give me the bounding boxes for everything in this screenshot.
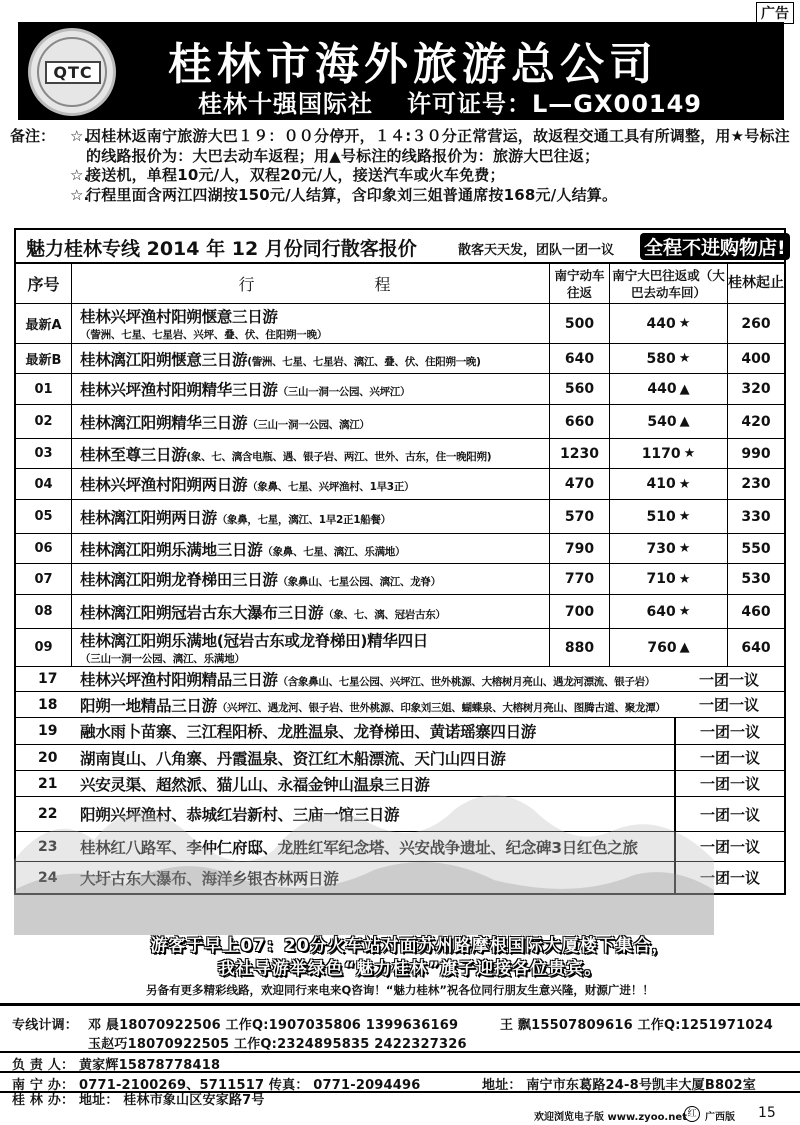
table-row: [16, 439, 784, 469]
table-row: [16, 718, 784, 745]
price-bus-value: 440: [647, 381, 677, 397]
route-inline-detail: (象、七、漓含电瓶、遇、银子岩、两江、世外、古东，住一晚阳朔): [186, 450, 492, 463]
route-title: 兴安灵渠、超然派、猫儿山、永福金钟山温泉三日游: [80, 775, 430, 794]
row-number: 08: [16, 595, 72, 628]
route-name: [80, 836, 674, 858]
route-cell: [72, 629, 550, 666]
row-number: 24: [38, 869, 58, 886]
price-train: 640: [550, 344, 610, 373]
header-col-b: 南宁大巴往返或（大巴去动车回）: [610, 264, 728, 303]
price-bus-value: 640: [646, 603, 676, 620]
hotline-label: 专线计调：: [12, 1018, 79, 1033]
note-text: 接送机，单程10元/人，双程20元/人，接送汽车或火车免费；: [86, 166, 505, 184]
header-route-label: 行程: [238, 275, 511, 294]
note-text: 因桂林返南宁旅游大巴１９：００分停开，１４:３０分正常营运，故返程交通工具有所调整，用★号标注的线路报价为：大巴去动车返程；用▲号标注的线路报价为：旅游大巴往返；: [86, 127, 790, 165]
route-detail: （訾洲、七星、七星岩、兴坪、叠、伏、住阳朔一晚）: [80, 329, 328, 341]
route-name: [80, 601, 549, 623]
row-number: 04: [16, 469, 72, 499]
price-bus-value: 1170: [641, 445, 681, 462]
note-bullet-icon: ☆.: [70, 127, 90, 145]
route-detail: （三山一洞一公园、漓江、乐满地）: [80, 653, 245, 665]
route-cell: [72, 534, 550, 563]
table-row: [16, 344, 784, 374]
route-inline-detail: （象鼻山、七星公园、漓江、龙脊）: [277, 576, 441, 588]
route-name: [80, 720, 674, 742]
gathering-line-2: 我社导游举绿色“魅力桂林”旗子迎接各位贵宾。: [217, 959, 603, 979]
price-guilin: 420: [741, 413, 771, 430]
route-cell: [72, 304, 550, 343]
price-bus: [610, 564, 728, 594]
triangle-icon: ▲: [679, 381, 690, 397]
header-no: 序号: [16, 264, 72, 303]
contact-wang: 王 飘15507809616 工作Q:1251971024: [500, 1018, 774, 1033]
row-number: 21: [38, 775, 58, 792]
price-train: 700: [550, 595, 610, 628]
route-title: 桂林至尊三日游: [80, 445, 187, 464]
route-inline-detail: （象鼻、七星、兴坪渔村、1早3正）: [247, 481, 415, 493]
route-title: 桂林兴坪渔村阳朔精品三日游: [80, 671, 278, 689]
route-cell: [72, 862, 674, 893]
route-title: 桂林漓江阳朔龙脊梯田三日游: [80, 571, 278, 589]
note-bullet-icon: ☆.: [70, 185, 90, 204]
guilin-office: 桂 林 办： 地址： 桂林市象山区安家路7号: [12, 1093, 265, 1108]
route-cell: [72, 439, 550, 468]
route-inline-detail: （三山一洞一公园、兴坪江）: [277, 386, 411, 398]
route-inline-detail: （象、七、漓、冠岩古东）: [323, 608, 446, 621]
row-number: 最新B: [16, 344, 72, 373]
price-negotiable: 一团一议: [698, 696, 759, 714]
price-bus-value: 510: [646, 508, 676, 525]
row-number: 最新A: [16, 304, 72, 343]
route-cell: [72, 595, 550, 628]
row-number: 17: [38, 671, 58, 687]
gathering-line-1: 游客于早上07：20分火车站对面苏州路摩根国际大厦楼下集合，: [150, 936, 670, 956]
note-item: [10, 127, 794, 166]
price-guilin: 260: [741, 315, 771, 332]
price-bus-value: 760: [647, 639, 677, 656]
table-row: [16, 771, 784, 797]
footer-divider: [0, 1051, 800, 1053]
star-icon: ★: [678, 316, 691, 331]
price-guilin: 550: [741, 540, 771, 557]
price-bus-value: 730: [646, 540, 676, 557]
price-bus: [610, 500, 728, 533]
row-number: 20: [38, 749, 58, 766]
table-row: [16, 692, 784, 718]
subtitle: 桂林十强国际社: [198, 90, 373, 118]
note-item: [10, 166, 794, 186]
table-header-row: [16, 264, 784, 304]
price-bus-value: 710: [646, 571, 676, 587]
price-bus: [610, 629, 728, 666]
license-number: 许可证号：L—GX00149: [407, 90, 702, 118]
table-title-row: [16, 230, 784, 264]
price-bus-value: 440: [646, 315, 676, 332]
route-name: [80, 803, 674, 825]
more-routes-note: 另备有更多精彩线路，欢迎同行来电来Q咨询！“魅力桂林”祝各位同行朋友生意兴隆，财源广进！！: [146, 983, 654, 997]
price-guilin: 530: [741, 571, 771, 587]
route-cell: [72, 667, 674, 691]
route-cell: [72, 500, 550, 533]
note-text: 行程里面含两江四湖按150元/人结算，含印象刘三姐普通席按168元/人结算。: [86, 185, 618, 204]
row-number: 06: [16, 534, 72, 563]
route-inline-detail: （象鼻，七星，漓江、1早2正1船餐）: [216, 513, 391, 526]
price-train: 500: [550, 304, 610, 343]
route-cell: [72, 718, 674, 744]
route-title: 桂林漓江阳朔两日游: [80, 508, 217, 527]
ad-tag: 广告: [756, 2, 794, 24]
price-bus: [610, 405, 728, 438]
table-row: [16, 862, 784, 893]
triangle-icon: ▲: [679, 414, 690, 429]
price-guilin: 990: [741, 445, 771, 462]
route-inline-detail: （象鼻、七星、漓江、乐满地）: [262, 545, 406, 558]
notes-section: [10, 127, 794, 205]
logo-text: QTC: [45, 61, 101, 84]
triangle-icon: ▲: [679, 640, 690, 655]
route-inline-detail: (訾洲、七星、七星岩、漓江、叠、伏、住阳朔一晚): [247, 355, 481, 368]
route-inline-detail: （三山一洞一公园、漓江）: [247, 418, 370, 431]
row-number: 09: [16, 629, 72, 666]
route-title: 桂林漓江阳朔乐满地(冠岩古东或龙脊梯田)精华四日: [80, 632, 428, 650]
price-table: [14, 228, 786, 895]
price-bus: [610, 304, 728, 343]
price-bus-value: 540: [647, 413, 677, 430]
route-name: [80, 378, 549, 400]
price-bus: [610, 374, 728, 404]
note-label: [10, 166, 70, 186]
price-negotiable: 一团一议: [674, 718, 784, 744]
star-icon: ★: [683, 446, 696, 461]
route-title: 桂林漓江阳朔精华三日游: [80, 413, 248, 432]
website-link[interactable]: 欢迎浏览电子版 www.zyoo.net: [534, 1112, 687, 1123]
route-name: [80, 538, 549, 560]
row-number: 22: [38, 806, 58, 822]
route-title: 大圩古东大瀑布、海洋乡银杏林两日游: [80, 869, 339, 888]
route-cell: [72, 771, 674, 796]
route-name: [80, 506, 549, 528]
row-number: 03: [16, 439, 72, 468]
price-guilin: 230: [741, 476, 771, 492]
price-train: 470: [550, 469, 610, 499]
price-train: 1230: [550, 439, 610, 468]
table-rows: [16, 304, 784, 667]
route-cell: [72, 692, 674, 717]
row-number: 02: [16, 405, 72, 438]
row-number: 07: [16, 564, 72, 594]
contact-deng: 邓 晨18070922506 工作Q:1907035806 1399636169: [88, 1018, 459, 1033]
note-item: [10, 186, 794, 206]
nanning-office: 南 宁 办： 0771-2100269、5711517 传真： 0771-2094496: [12, 1078, 421, 1093]
page-number: 15: [758, 1105, 776, 1121]
row-number: 18: [38, 696, 58, 713]
note-bullet-icon: ☆.: [70, 166, 90, 184]
publication-logo-icon: 红: [684, 1106, 700, 1122]
price-negotiable: 一团一议: [674, 797, 784, 831]
route-title: 湖南崀山、八角寨、丹霞温泉、资江红木船漂流、天门山四日游: [80, 749, 506, 768]
price-bus: [610, 595, 728, 628]
price-guilin: 330: [741, 508, 771, 525]
table-row: [16, 595, 784, 629]
note-label: [10, 186, 70, 206]
route-cell: [72, 745, 674, 770]
star-icon: ★: [678, 604, 691, 619]
header-col-c: 桂林起止: [728, 275, 784, 291]
price-bus: [610, 439, 728, 468]
nanning-address: 地址： 南宁市东葛路24-8号凯丰大厦B802室: [482, 1078, 756, 1093]
star-icon: ★: [678, 351, 691, 366]
route-cell: [72, 797, 674, 831]
table-title: 魅力桂林专线 2014 年 12 月份同行散客报价: [26, 238, 417, 260]
table-nego-rows: [16, 667, 784, 893]
table-row: [16, 469, 784, 500]
no-shopping-badge: 全程不进购物店!: [640, 233, 790, 260]
row-number: 05: [16, 500, 72, 533]
price-bus: [610, 534, 728, 563]
star-icon: ★: [678, 571, 691, 587]
route-name: [80, 305, 549, 327]
route-title: 阳朔一地精品三日游: [80, 696, 217, 715]
company-name: 桂林市海外旅游总公司: [168, 39, 658, 90]
star-icon: ★: [678, 509, 691, 524]
price-train: 770: [550, 564, 610, 594]
route-title: 桂林漓江阳朔冠岩古东大瀑布三日游: [80, 603, 324, 622]
row-number: 01: [16, 374, 72, 404]
header-banner: [18, 22, 784, 120]
table-row: [16, 745, 784, 771]
route-title: 桂林漓江阳朔乐满地三日游: [80, 540, 263, 559]
edition-label: 广西版: [705, 1112, 735, 1123]
contact-yu: 玉赵巧18070922505 工作Q:2324895835 2422327326: [88, 1037, 467, 1052]
price-guilin: 400: [741, 350, 771, 367]
route-inline-detail: （兴坪江、遇龙河、银子岩、世外桃源、印象刘三姐、蝴蝶泉、大榕树月亮山、图腾古道、聚龙潭）: [216, 701, 666, 714]
table-row: [16, 832, 784, 862]
footer-divider: [0, 1071, 800, 1073]
route-title: 桂林兴坪渔村阳朔两日游: [80, 476, 248, 494]
route-name: [80, 747, 674, 769]
route-cell: [72, 374, 550, 404]
route-cell: [72, 344, 550, 373]
route-title: 桂林红八路军、李仲仁府邸、龙胜红军纪念塔、兴安战争遗址、纪念碑3日红色之旅: [80, 838, 638, 857]
table-row: [16, 534, 784, 564]
price-train: 790: [550, 534, 610, 563]
route-cell: [72, 564, 550, 594]
price-negotiable: 一团一议: [674, 832, 784, 861]
company-logo: [28, 28, 116, 116]
route-name: [80, 348, 549, 370]
price-guilin: 460: [741, 603, 771, 620]
header-col-a: 南宁动车往返: [550, 264, 610, 303]
route-name: [80, 443, 549, 465]
route-name: [80, 473, 549, 495]
table-row: [16, 405, 784, 439]
route-title: 阳朔兴坪渔村、恭城红岩新村、三庙一馆三日游: [80, 806, 400, 824]
route-cell: [72, 832, 674, 861]
price-train: 880: [550, 629, 610, 666]
price-bus: [610, 469, 728, 499]
header-subline: [198, 84, 702, 119]
price-guilin: 320: [741, 381, 771, 397]
price-train: 570: [550, 500, 610, 533]
route-title: 桂林兴坪渔村阳朔惬意三日游: [80, 308, 278, 326]
price-negotiable: 一团一议: [674, 771, 784, 796]
gathering-notice: [50, 935, 770, 981]
table-row: [16, 304, 784, 344]
note-label: 备注：: [10, 127, 56, 145]
route-inline-detail: （含象鼻山、七星公园、兴坪江、世外桃源、大榕树月亮山、遇龙河漂流、银子岩）: [277, 676, 656, 688]
route-name: [80, 568, 549, 590]
table-row: [16, 500, 784, 534]
price-negotiable: 一团一议: [698, 670, 759, 689]
manager: 负 责 人： 黄家辉15878778418: [12, 1058, 221, 1073]
price-negotiable: 一团一议: [674, 862, 784, 893]
price-negotiable: 一团一议: [674, 745, 784, 770]
star-icon: ★: [678, 476, 691, 492]
route-cell: [72, 405, 550, 438]
route-name: [80, 411, 549, 433]
row-number: 19: [38, 723, 58, 739]
star-icon: ★: [678, 541, 691, 556]
page-bottom-strip: [0, 1103, 800, 1125]
route-name: [80, 629, 549, 651]
table-title-note: 散客天天发，团队一团一议: [458, 243, 615, 258]
price-train: 560: [550, 374, 610, 404]
route-name: [80, 694, 674, 716]
route-title: 桂林漓江阳朔惬意三日游: [80, 350, 248, 369]
price-bus-value: 580: [646, 350, 676, 367]
price-bus: [610, 344, 728, 373]
footer-contacts: [0, 1003, 800, 1108]
price-guilin: 640: [741, 639, 771, 656]
header-route: [72, 264, 550, 303]
price-train: 660: [550, 405, 610, 438]
route-title: 融水雨卜苗寨、三江程阳桥、龙胜温泉、龙脊梯田、黄诺瑶寨四日游: [80, 723, 537, 741]
route-name: [80, 867, 674, 889]
route-name: [80, 773, 674, 795]
table-row: [16, 629, 784, 667]
table-row: [16, 667, 784, 692]
route-name: [80, 668, 674, 690]
price-bus-value: 410: [646, 476, 676, 492]
table-row: [16, 374, 784, 405]
row-number: 23: [38, 838, 58, 855]
table-row: [16, 797, 784, 832]
table-row: [16, 564, 784, 595]
route-cell: [72, 469, 550, 499]
route-title: 桂林兴坪渔村阳朔精华三日游: [80, 381, 278, 399]
